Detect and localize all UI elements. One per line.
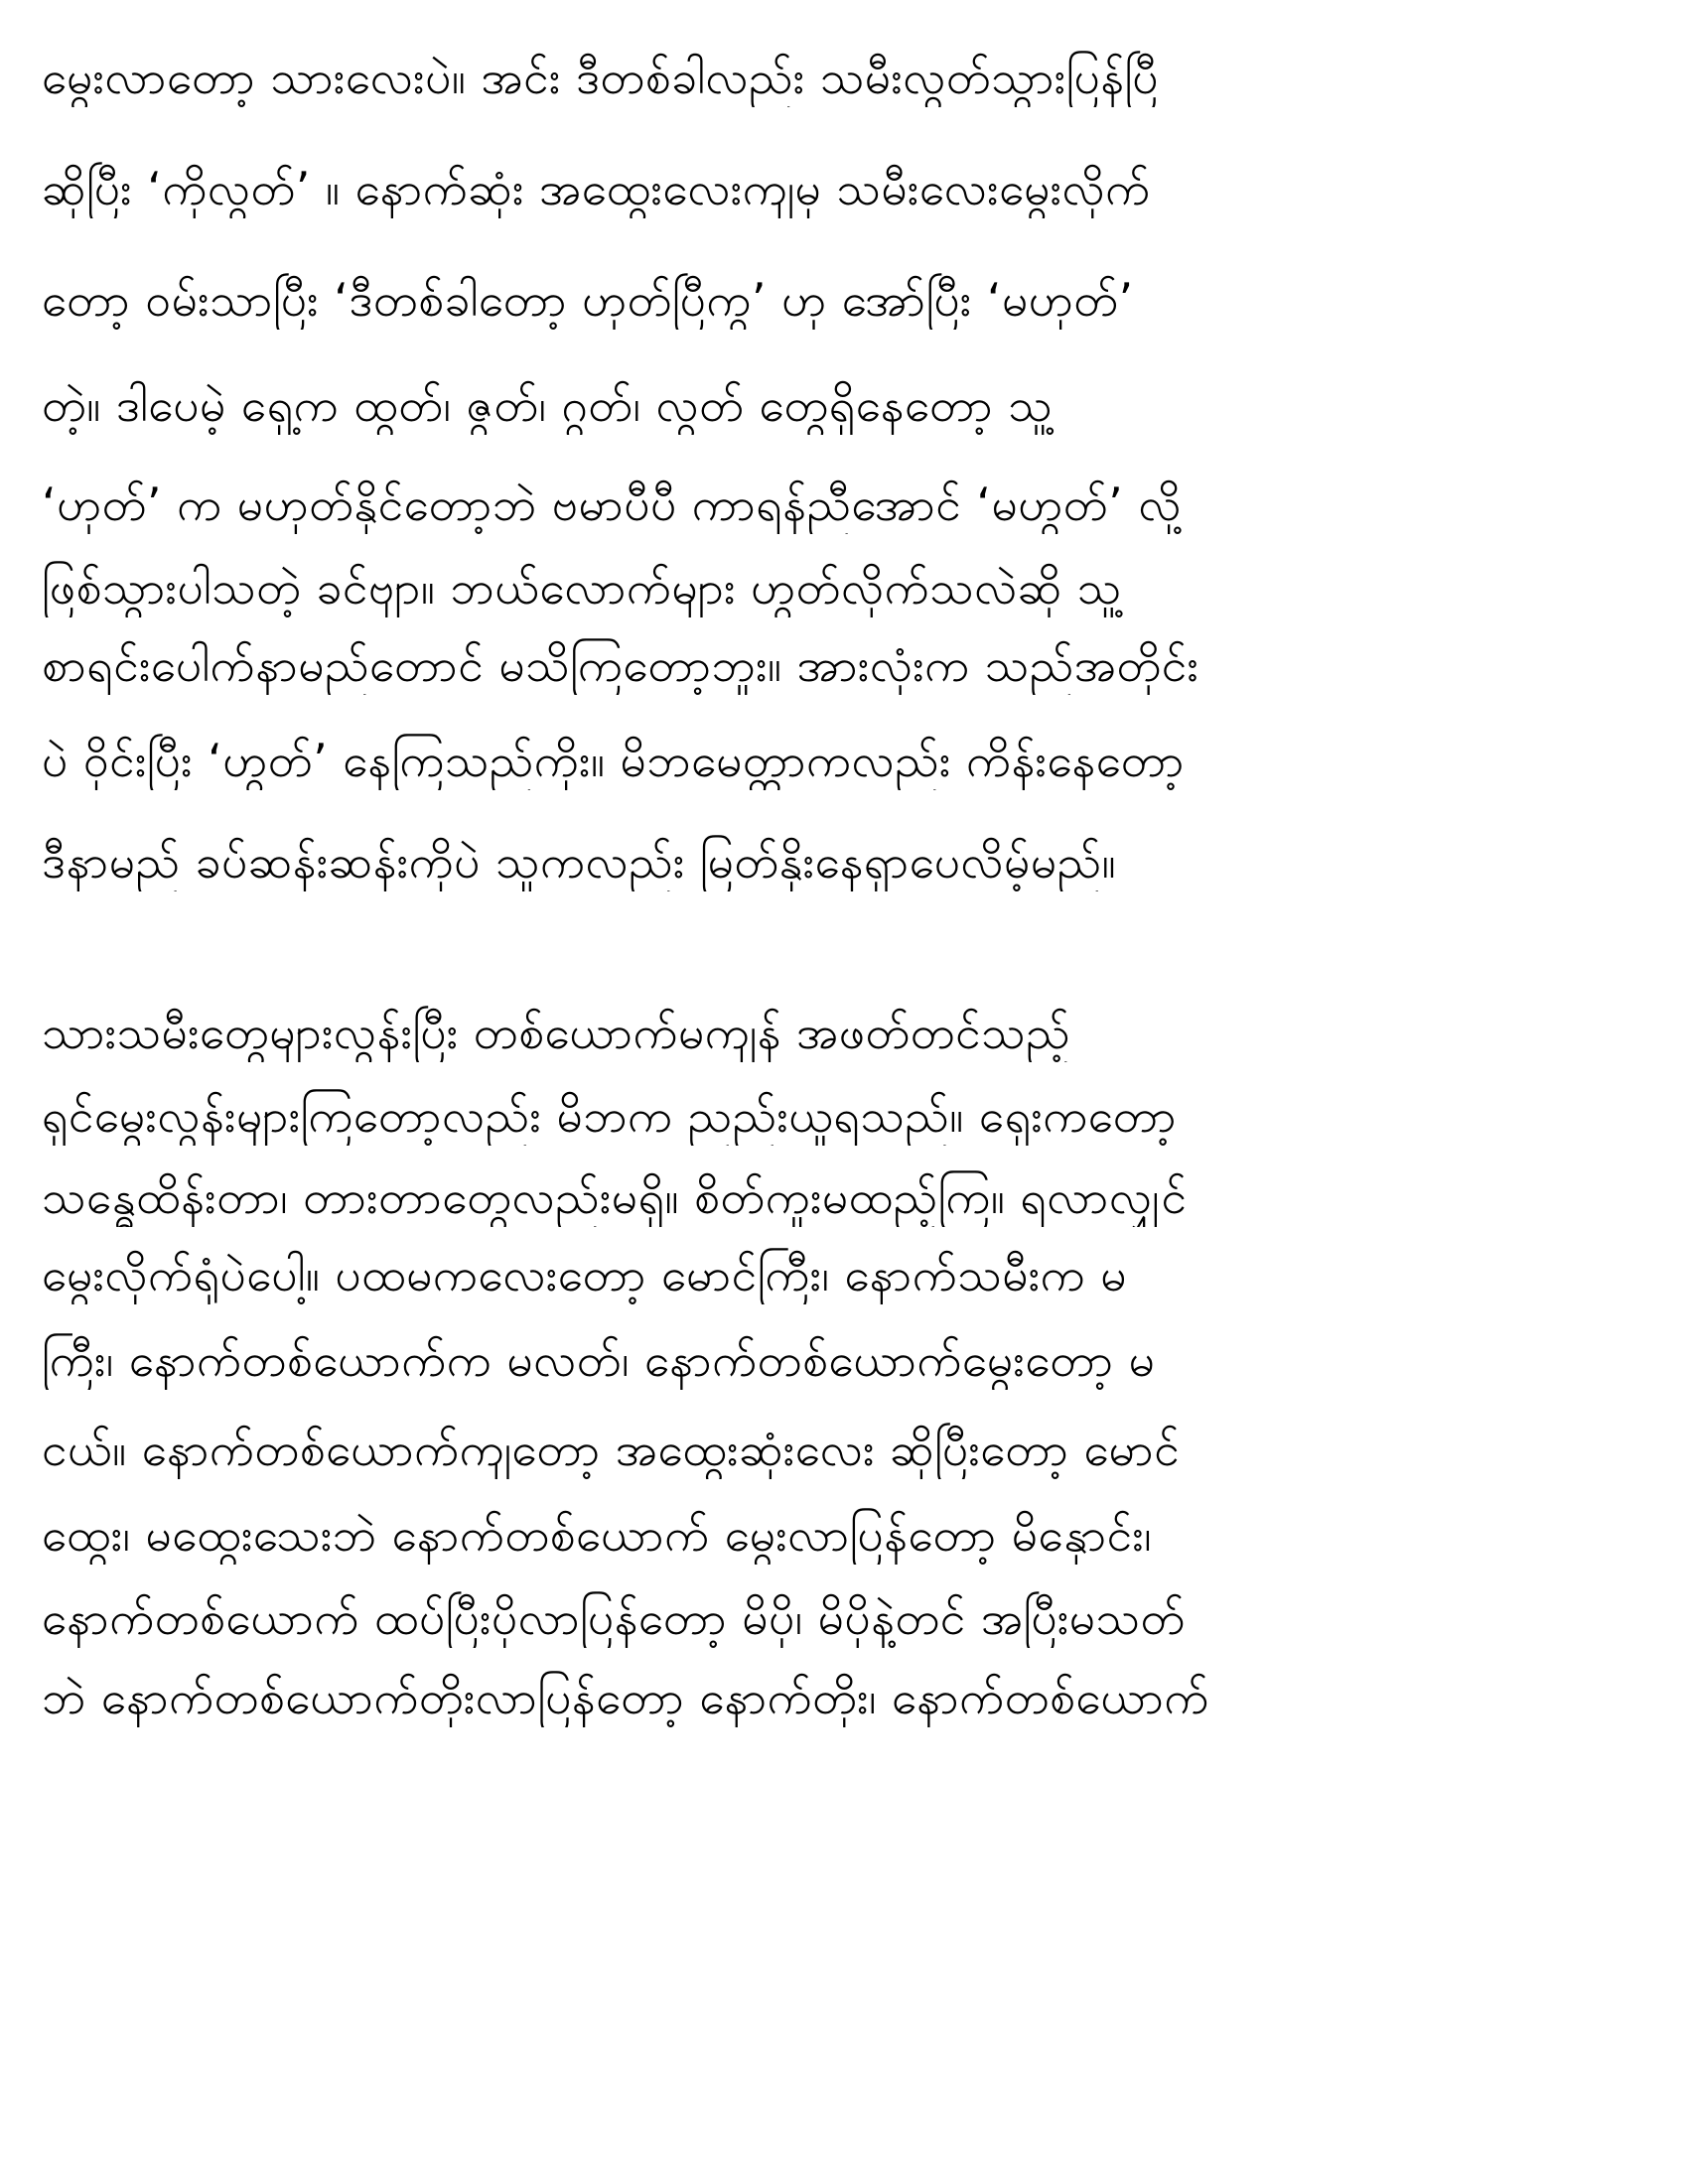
text-line: သန္ဓေထိန်းတာ၊ တားတာတွေလည်းမရှိ။ စိတ်ကူးမထည့်ကြ။ ရလာလျှင် — [42, 1170, 1188, 1224]
text-line: မွေးလိုက်ရုံပဲပေါ့။ ပထမကလေးတော့ မောင်ကြီး၊ နောက်သမီးက မ — [42, 1248, 1128, 1301]
text-line: ဘဲ နောက်တစ်ယောက်တိုးလာပြန်တော့ နောက်တိုး၊ နောက်တစ်ယောက် — [42, 1671, 1209, 1724]
text-line: နောက်တစ်ယောက် ထပ်ပြီးပိုလာပြန်တော့ မိပို၊ မိပိုနဲ့တင် အပြီးမသတ် — [42, 1591, 1186, 1645]
text-line: ပဲ ဝိုင်းပြီး ‘ဟွတ်’ နေကြသည်ကိုး။ မိဘမေတ္တာကလည်း ကိန်းနေတော့ — [42, 734, 1185, 787]
text-line: မွေးလာတော့ သားလေးပဲ။ အင်း ဒီတစ်ခါလည်း သမီးလွတ်သွားပြန်ပြီ — [42, 51, 1159, 104]
text-line: စာရင်းပေါက်နာမည်တောင် မသိကြတော့ဘူး။ အားလုံးက သည်အတိုင်း — [42, 638, 1199, 692]
text-line: ကြီး၊ နောက်တစ်ယောက်က မလတ်၊ နောက်တစ်ယောက်မွေးတော့ မ — [42, 1333, 1156, 1387]
text-line: ဒီနာမည် ခပ်ဆန်းဆန်းကိုပဲ သူကလည်း မြတ်နိုးနေရှာပေလိမ့်မည်။ — [42, 835, 1117, 888]
text-line: ရှင်မွေးလွန်းများကြတော့လည်း မိဘက ညည်းယူရသည်။ ရှေးကတော့ — [42, 1089, 1177, 1143]
text-line: တဲ့။ ဒါပေမဲ့ ရှေ့က ထွတ်၊ ဇွတ်၊ ဂွတ်၊ လွတ် တွေရှိနေတော့ သူ့ — [42, 378, 1054, 432]
text-line: ငယ်။ နောက်တစ်ယောက်ကျတော့ အထွေးဆုံးလေး ဆိုပြီးတော့ မောင် — [42, 1423, 1181, 1476]
text-line: သားသမီးတွေများလွန်းပြီး တစ်ယောက်မကျန် အဖတ်တင်သည့် — [42, 1006, 1071, 1059]
text-line: ထွေး၊ မထွေးသေးဘဲ နောက်တစ်ယောက် မွေးလာပြန်တော့ မိနှောင်း၊ — [42, 1508, 1153, 1562]
text-line: ဆိုပြီး ‘ကိုလွတ်’ ။ နောက်ဆုံး အထွေးလေးကျမှ သမီးလေးမွေးလိုက် — [42, 162, 1151, 215]
text-line: တော့ ဝမ်းသာပြီး ‘ဒီတစ်ခါတော့ ဟုတ်ပြီကွ’ ဟု အော်ပြီး ‘မဟုတ်’ — [42, 273, 1134, 327]
text-line: ဖြစ်သွားပါသတဲ့ ခင်ဗျာ။ ဘယ်လောက်များ ဟွတ်လိုက်သလဲဆို သူ့ — [42, 561, 1122, 614]
text-line: ‘ဟုတ်’ က မဟုတ်နိုင်တော့ဘဲ ဗမာပီပီ ကာရန်ညီအောင် ‘မဟွတ်’ လို့ — [42, 478, 1182, 531]
